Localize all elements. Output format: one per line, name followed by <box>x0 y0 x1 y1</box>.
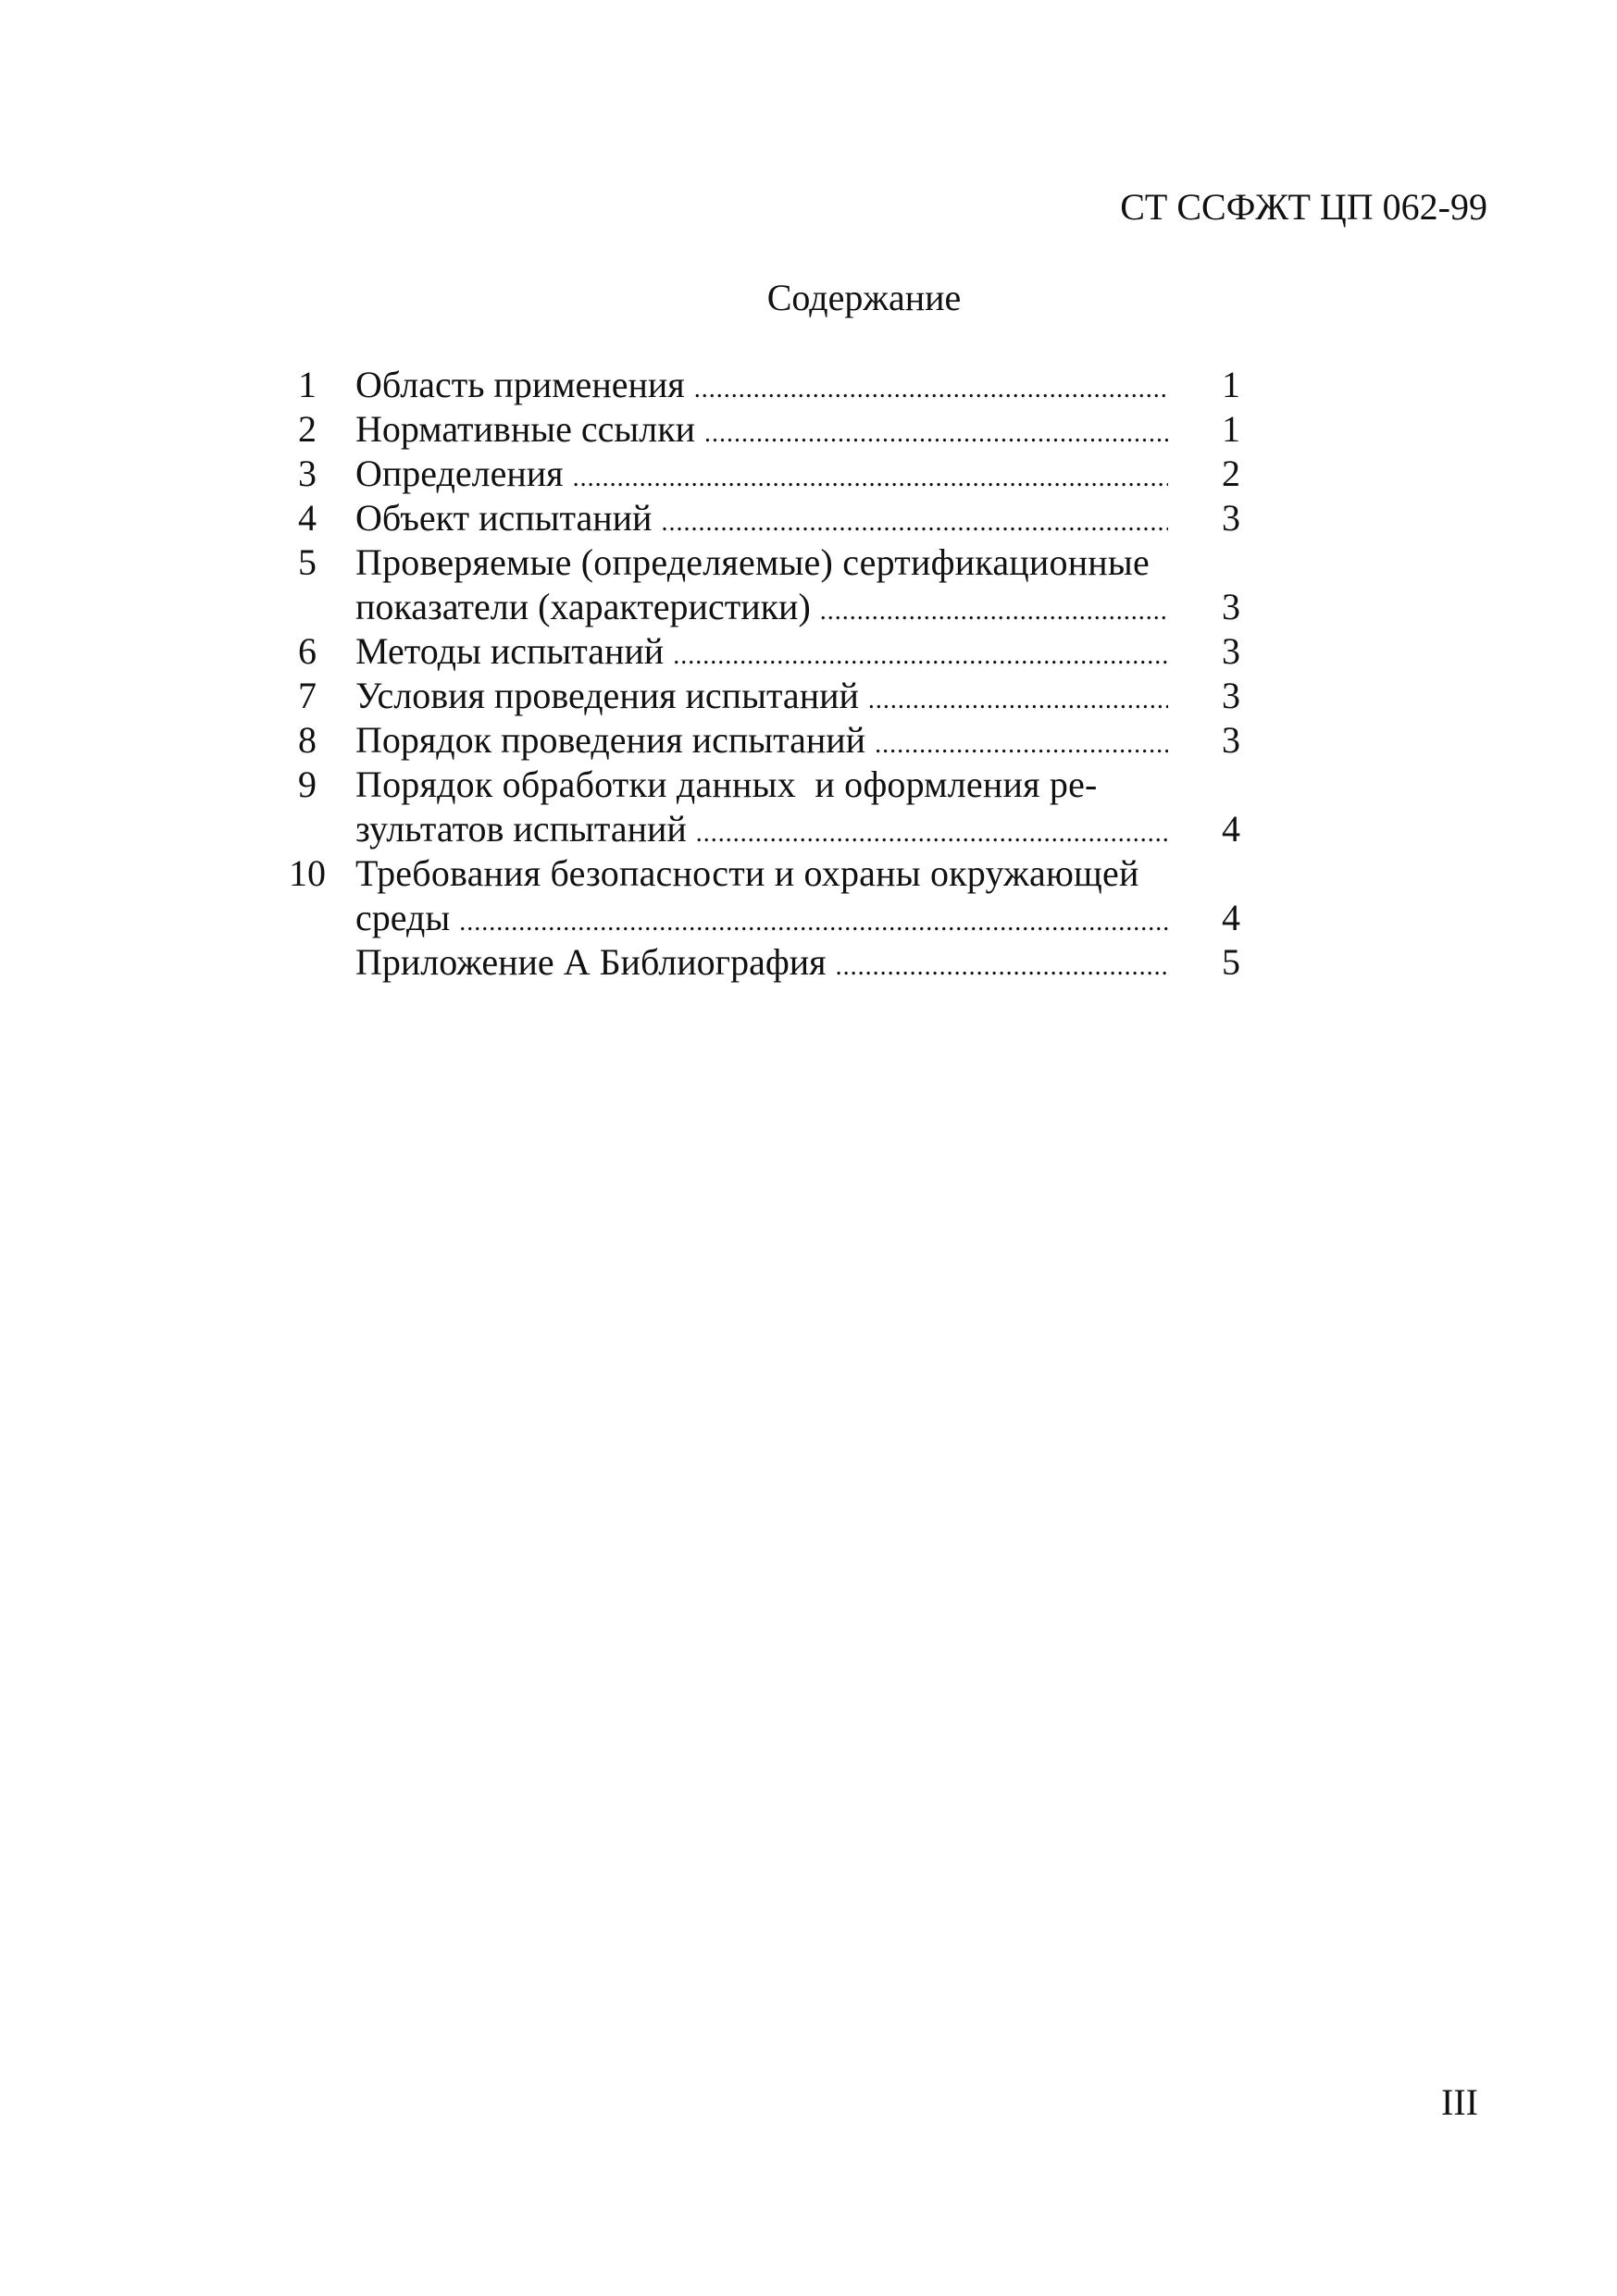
toc-entry-title: Приложение А Библиография <box>355 941 827 983</box>
page-number: III <box>1441 2081 1478 2123</box>
toc-entry <box>259 407 1240 452</box>
toc-entry-page: 1 <box>1222 408 1240 450</box>
toc-entry-number: 3 <box>298 453 317 494</box>
toc-entry <box>259 763 1240 851</box>
toc-entry-title: Методы испытаний <box>355 630 665 672</box>
toc-entry-page: 1 <box>1222 364 1240 405</box>
toc-entry-page: 3 <box>1222 630 1240 672</box>
toc-entry-title: Область применения <box>355 364 685 405</box>
dot-leader <box>459 900 1168 945</box>
toc-entry <box>259 674 1240 718</box>
dot-leader <box>875 723 1168 767</box>
dot-leader <box>573 456 1168 501</box>
toc-entry-title: Порядок проведения испытаний <box>355 719 866 761</box>
toc-entry-title: Определения <box>355 453 564 494</box>
toc-entry <box>259 452 1240 496</box>
toc-entry-page: 2 <box>1222 453 1240 494</box>
toc-entry-page: 4 <box>1222 897 1240 938</box>
toc-entry <box>259 629 1240 674</box>
dot-leader <box>673 634 1168 678</box>
toc-entry-page: 3 <box>1222 719 1240 761</box>
toc-entry-number: 8 <box>298 719 317 761</box>
toc-entry <box>259 540 1240 629</box>
dot-leader <box>820 590 1168 634</box>
toc-entry-title: Проверяемые (определяемые) сертификационные <box>355 541 1150 583</box>
toc-entry-title-continued: показатели (характеристики) <box>355 586 811 627</box>
dot-leader <box>661 501 1168 545</box>
toc-entry-number: 9 <box>298 763 317 805</box>
dot-leader <box>704 412 1168 456</box>
toc-entry-title: Объект испытаний <box>355 497 653 539</box>
toc-entry <box>259 363 1240 407</box>
table-of-contents <box>259 363 1240 985</box>
document-code: СТ ССФЖТ ЦП 062-99 <box>1120 186 1487 228</box>
dot-leader <box>868 678 1168 723</box>
toc-entry-title: Порядок обработки данных и оформления ре- <box>355 763 1098 805</box>
toc-entry-number: 4 <box>298 497 317 539</box>
toc-entry-page: 5 <box>1222 941 1240 983</box>
toc-entry-title-continued: зультатов испытаний <box>355 808 687 850</box>
toc-entry-title: Требования безопасности и охраны окружающей <box>355 852 1139 894</box>
toc-entry-title: Условия проведения испытаний <box>355 675 859 716</box>
toc-entry-page: 3 <box>1222 675 1240 716</box>
toc-entry-number: 2 <box>298 408 317 450</box>
toc-entry-title: Нормативные ссылки <box>355 408 696 450</box>
toc-entry-page: 3 <box>1222 497 1240 539</box>
toc-entry <box>259 718 1240 763</box>
dot-leader <box>696 812 1168 856</box>
toc-entry-number: 5 <box>298 541 317 583</box>
toc-entry-number: 7 <box>298 675 317 716</box>
toc-entry-page: 3 <box>1222 586 1240 627</box>
toc-entry <box>259 496 1240 540</box>
toc-entry-page: 4 <box>1222 808 1240 850</box>
toc-entry-number: 1 <box>298 364 317 405</box>
toc-title: Содержание <box>766 277 962 318</box>
toc-entry-number: 10 <box>289 852 326 894</box>
toc-entry-title-continued: среды <box>355 897 451 938</box>
dot-leader <box>694 367 1168 412</box>
toc-entry-number: 6 <box>298 630 317 672</box>
toc-entry <box>259 851 1240 940</box>
dot-leader <box>836 945 1168 989</box>
toc-entry-appendix <box>259 940 1240 985</box>
